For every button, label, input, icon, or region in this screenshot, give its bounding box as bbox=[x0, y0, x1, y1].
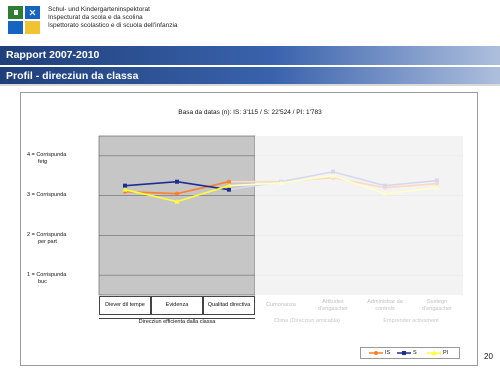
subtitle-bar: Profil - direcziun da classa bbox=[0, 67, 500, 86]
y-tick-label: 4 = Corrispunda fetg bbox=[27, 152, 67, 166]
point-S bbox=[435, 179, 439, 183]
point-S bbox=[331, 170, 335, 174]
legend-item-PI bbox=[427, 348, 448, 358]
y-tick-label: 3 = Corrispunda bbox=[27, 192, 67, 199]
point-S bbox=[383, 184, 387, 188]
page-number: 20 bbox=[484, 352, 493, 361]
x-category-label: Sustegn d'engascher bbox=[422, 299, 452, 312]
legend-label: IS bbox=[385, 350, 391, 356]
x-category-label: Evidenza bbox=[151, 296, 203, 315]
institution-line-3: Ispettorato scolastico e di scuola dell'infanzia bbox=[48, 22, 178, 29]
y-tick-label: 1 = Corrispunda buc bbox=[27, 271, 67, 285]
point-IS bbox=[175, 192, 179, 196]
legend-swatch-PI bbox=[427, 350, 441, 356]
point-S bbox=[123, 184, 127, 188]
legend-item-IS bbox=[369, 348, 390, 358]
x-category-label: Qualitad directiva bbox=[203, 296, 255, 315]
legend-swatch-IS bbox=[369, 350, 383, 356]
x-category-label: Cumonanza bbox=[266, 302, 296, 309]
x-group-label: Clima (Direcziun amicabla) bbox=[274, 318, 340, 324]
x-group-label: Direcziun efficienta dalla classa bbox=[99, 318, 255, 326]
point-S bbox=[175, 180, 179, 184]
legend-swatch-S bbox=[397, 350, 411, 356]
point-S bbox=[227, 188, 231, 192]
title-bar: Rapport 2007-2010 bbox=[0, 46, 500, 65]
x-category-label: Administrar da controls bbox=[367, 299, 403, 312]
x-category-label: Attitudes d'engascher bbox=[318, 299, 348, 312]
chart-legend bbox=[360, 347, 460, 359]
x-category-label: Diever dil tempe bbox=[99, 296, 151, 315]
legend-label: S bbox=[413, 350, 417, 356]
legend-item-S bbox=[397, 348, 417, 358]
institution-line-1: Schul- und Kindergarteninspektorat bbox=[48, 6, 150, 13]
plot-area-shaded-border bbox=[99, 136, 255, 295]
y-tick-label: 2 = Corrispunda per part bbox=[27, 231, 67, 245]
x-group-label: Emprender activament bbox=[383, 318, 439, 324]
point-IS bbox=[227, 180, 231, 184]
legend-label: PI bbox=[443, 350, 449, 356]
chart-title: Basa da datas (n): IS: 3'115 / S: 22'524 / PI: 1'783 bbox=[178, 109, 322, 116]
institution-line-2: Inspecturat da scola e da scolina bbox=[48, 14, 143, 21]
plot-area-faded bbox=[255, 136, 463, 295]
